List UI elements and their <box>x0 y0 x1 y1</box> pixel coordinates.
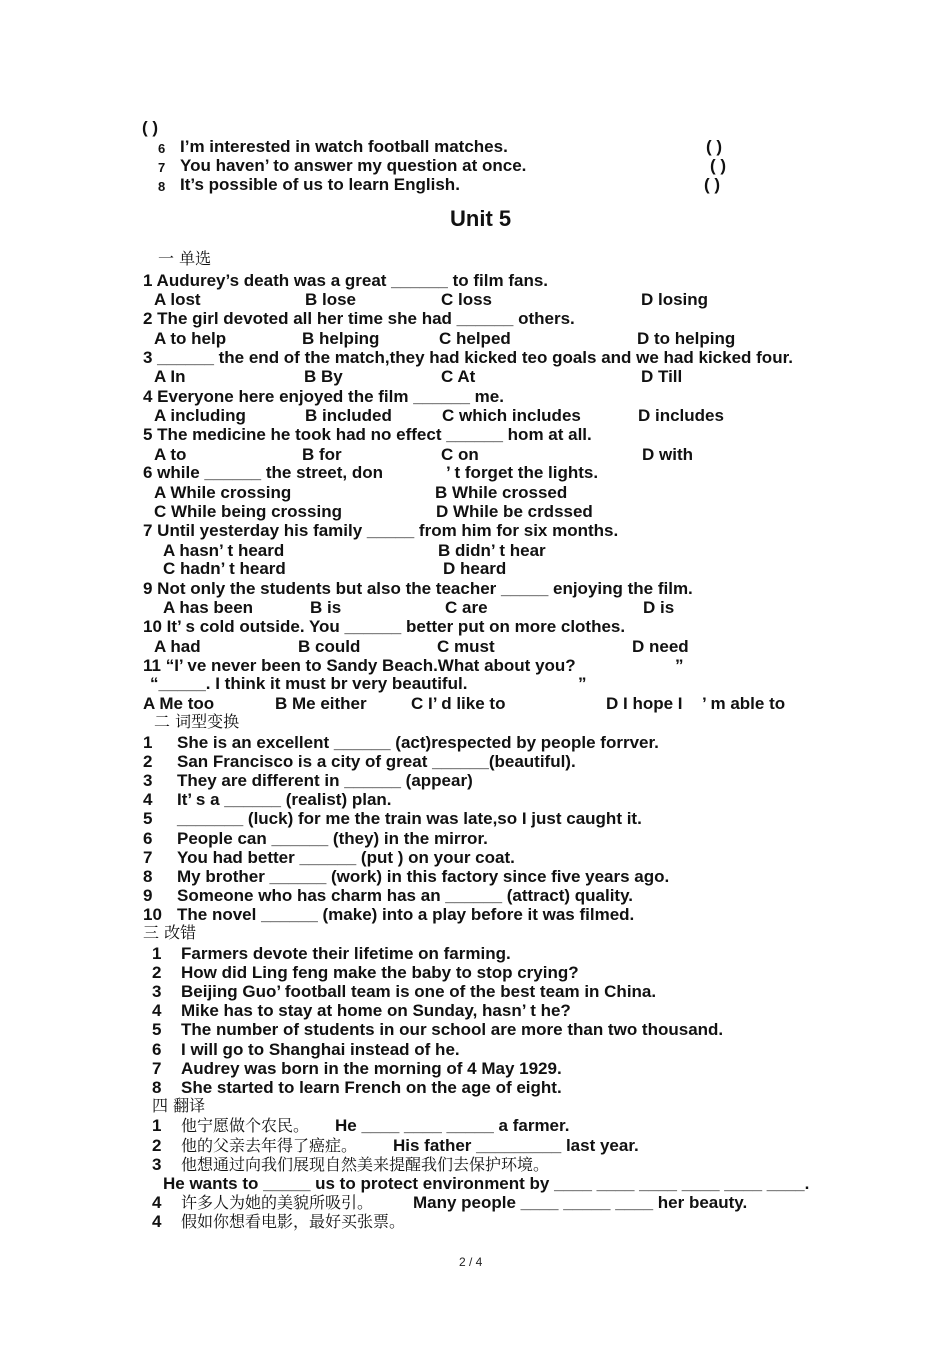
option-a: A has been <box>163 598 254 617</box>
item-number: 4 <box>152 1212 162 1231</box>
option-a: A had <box>154 637 201 656</box>
item-number: 7 <box>143 848 153 867</box>
item-number: 6 <box>158 141 166 156</box>
stem-part: ” <box>675 656 684 675</box>
item-number: 2 <box>152 1136 162 1155</box>
item-number: 8 <box>152 1078 162 1097</box>
chinese-sentence: 他想通过向我们展现自然美来提醒我们去保护环境。 <box>181 1155 550 1174</box>
option-a: A Me too <box>143 694 215 713</box>
option-b: B lose <box>305 290 357 309</box>
stem-part: “_____. I think it must br very beautiful. <box>150 674 468 693</box>
item-text: The novel ______ (make) into a play before it was filmed. <box>177 905 635 924</box>
option-a: A While crossing <box>154 483 292 502</box>
item-text: My brother ______ (work) in this factory since five years ago. <box>177 867 670 886</box>
option-d: ’ m able to <box>702 694 786 713</box>
item-text: It’s possible of us to learn English. <box>180 175 460 194</box>
option-c: C are <box>445 598 488 617</box>
option-d: D I hope I <box>606 694 683 713</box>
stem-part: 11 “I’ ve never been to Sandy Beach.What about you? <box>143 656 576 675</box>
question-stem: 5 The medicine he took had no effect ______ hom at all. <box>143 425 592 444</box>
question-stem: 4 Everyone here enjoyed the film ______ me. <box>143 387 504 406</box>
answer-paren: ( ) <box>710 156 727 175</box>
option-b: B for <box>302 445 342 464</box>
stem-part: 6 while ______ the street, don <box>143 463 383 482</box>
option-d: D need <box>632 637 689 656</box>
item-number: 7 <box>158 160 166 175</box>
option-d: D to helping <box>637 329 736 348</box>
item-number: 6 <box>143 829 153 848</box>
item-number: 8 <box>143 867 153 886</box>
item-text: Audrey was born in the morning of 4 May 1929. <box>181 1059 562 1078</box>
question-stem: 10 It’ s cold outside. You ______ better put on more clothes. <box>143 617 626 636</box>
item-text: San Francisco is a city of great ______(beautiful). <box>177 752 576 771</box>
option-c: C helped <box>439 329 511 348</box>
question-stem: 1 Audurey’s death was a great ______ to film fans. <box>143 271 549 290</box>
english-sentence: His father _________ last year. <box>393 1136 639 1155</box>
option-b: B included <box>305 406 392 425</box>
item-number: 6 <box>152 1040 162 1059</box>
item-number: 1 <box>152 944 162 963</box>
item-number: 3 <box>152 1155 162 1174</box>
question-stem: 3 ______ the end of the match,they had kicked teo goals and we had kicked four. <box>143 348 793 367</box>
item-text: _______ (luck) for me the train was late,so I just caught it. <box>177 809 642 828</box>
option-c: C on <box>441 445 479 464</box>
item-number: 1 <box>143 733 153 752</box>
option-b: B didn’ t hear <box>438 541 546 560</box>
option-d: D heard <box>443 559 507 578</box>
item-text: She started to learn French on the age of eight. <box>181 1078 562 1097</box>
option-a: A In <box>154 367 186 386</box>
item-number: 2 <box>143 752 153 771</box>
item-number: 1 <box>152 1116 162 1135</box>
option-c: C I’ d like to <box>411 694 506 713</box>
option-d: D losing <box>641 290 709 309</box>
option-b: B Me either <box>275 694 367 713</box>
answer-paren: ( ) <box>142 118 159 137</box>
item-number: 4 <box>152 1001 162 1020</box>
item-number: 4 <box>152 1193 162 1212</box>
item-text: You haven’ to answer my question at once. <box>180 156 527 175</box>
item-number: 7 <box>152 1059 162 1078</box>
section-heading: 三 改错 <box>143 923 197 942</box>
section-heading: 四 翻译 <box>152 1096 206 1115</box>
item-text: Beijing Guo’ football team is one of the best team in China. <box>181 982 657 1001</box>
option-a: A hasn’ t heard <box>163 541 285 560</box>
section-heading: 一 单选 <box>158 249 212 268</box>
option-a: A to <box>154 445 187 464</box>
chinese-sentence: 他的父亲去年得了癌症。 <box>181 1136 358 1155</box>
item-number: 8 <box>158 179 166 194</box>
option-a: A to help <box>154 329 227 348</box>
item-text: Farmers devote their lifetime on farming. <box>181 944 511 963</box>
item-number: 9 <box>143 886 153 905</box>
item-number: 2 <box>152 963 162 982</box>
option-a: A including <box>154 406 246 425</box>
option-c: C must <box>437 637 495 656</box>
option-b: B helping <box>302 329 380 348</box>
option-c: C which includes <box>442 406 581 425</box>
answer-paren: ( ) <box>706 137 723 156</box>
item-text: It’ s a ______ (realist) plan. <box>177 790 392 809</box>
option-d: D While be crdssed <box>436 502 593 521</box>
item-text: How did Ling feng make the baby to stop crying? <box>181 963 579 982</box>
chinese-sentence: 他宁愿做个农民。 <box>181 1116 310 1135</box>
item-number: 10 <box>143 905 162 924</box>
option-b: B could <box>298 637 361 656</box>
option-d: D is <box>643 598 675 617</box>
stem-part: ” <box>578 674 587 693</box>
item-text: The number of students in our school are more than two thousand. <box>181 1020 724 1039</box>
item-text: I will go to Shanghai instead of he. <box>181 1040 460 1059</box>
item-number: 4 <box>143 790 153 809</box>
answer-paren: ( ) <box>704 175 721 194</box>
english-sentence: He ____ ____ _____ a farmer. <box>335 1116 570 1135</box>
item-number: 3 <box>143 771 153 790</box>
question-stem: 7 Until yesterday his family _____ from him for six months. <box>143 521 619 540</box>
item-number: 5 <box>152 1020 162 1039</box>
item-text: Someone who has charm has an ______ (attract) quality. <box>177 886 634 905</box>
option-b: B By <box>304 367 343 386</box>
option-d: D includes <box>638 406 724 425</box>
section-heading: 二 词型变换 <box>154 712 240 731</box>
option-c: C hadn’ t heard <box>163 559 286 578</box>
option-c: C At <box>441 367 476 386</box>
chinese-sentence: 许多人为她的美貌所吸引。 <box>181 1193 374 1212</box>
item-text: She is an excellent ______ (act)respected by people forrver. <box>177 733 659 752</box>
chinese-sentence: 假如你想看电影，最好买张票。 <box>181 1212 406 1231</box>
item-number: 5 <box>143 809 153 828</box>
option-c: C While being crossing <box>154 502 342 521</box>
option-a: A lost <box>154 290 201 309</box>
option-b: B While crossed <box>435 483 568 502</box>
stem-part: ’ t forget the lights. <box>446 463 599 482</box>
page-number: 2 / 4 <box>459 1255 483 1269</box>
item-text: You had better ______ (put ) on your coat. <box>177 848 515 867</box>
item-text: People can ______ (they) in the mirror. <box>177 829 488 848</box>
item-text: I’m interested in watch football matches. <box>180 137 508 156</box>
item-text: They are different in ______ (appear) <box>177 771 473 790</box>
english-sentence: He wants to _____ us to protect environment by ____ ____ ____ ____ ____ ____. <box>163 1174 810 1193</box>
option-d: D with <box>642 445 693 464</box>
option-b: B is <box>310 598 342 617</box>
english-sentence: Many people ____ _____ ____ her beauty. <box>413 1193 748 1212</box>
question-stem: 2 The girl devoted all her time she had ______ others. <box>143 309 575 328</box>
option-d: D Till <box>641 367 683 386</box>
option-c: C loss <box>441 290 493 309</box>
unit-title: Unit 5 <box>450 206 512 231</box>
item-text: Mike has to stay at home on Sunday, hasn’ t he? <box>181 1001 571 1020</box>
item-number: 3 <box>152 982 162 1001</box>
question-stem: 9 Not only the students but also the teacher _____ enjoying the film. <box>143 579 693 598</box>
